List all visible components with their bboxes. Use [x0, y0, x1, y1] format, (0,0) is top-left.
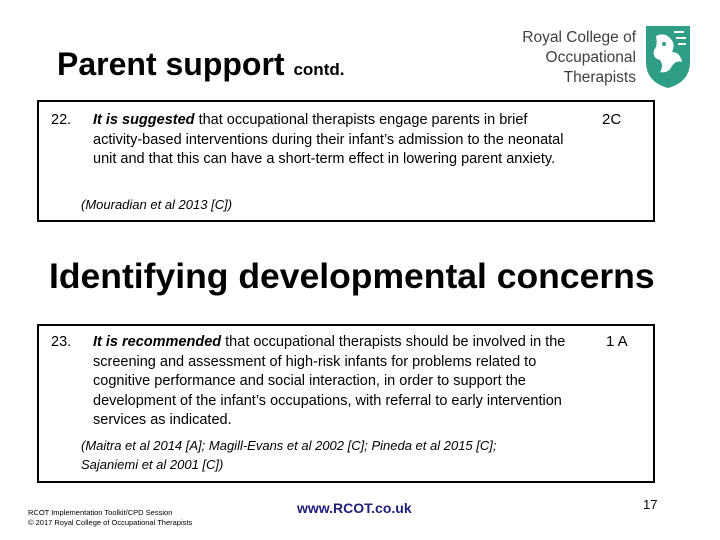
recommendation-body: that occupational therapists engage parents in brief activity-based interventions during their infant’s admission to the neonatal unit and that this can have a short-term effect in lowering parent anxiety.: [93, 112, 564, 167]
recommendation-number: 23.: [51, 334, 72, 350]
evidence-grade: 1 A: [606, 333, 628, 350]
section-title: Identifying developmental concerns: [49, 256, 655, 296]
recommendation-23-box: [37, 324, 655, 483]
logo-text: [522, 28, 636, 88]
recommendation-emphasis: It is recommended: [93, 334, 222, 350]
logo-line-3: Therapists: [563, 69, 636, 86]
page-number: 17: [643, 497, 658, 512]
evidence-grade: 2C: [602, 111, 622, 128]
footer-line-2: © 2017 Royal College of Occupational Therapists: [28, 518, 193, 527]
recommendation-22-box: [37, 100, 655, 222]
page-title: [57, 46, 344, 83]
recommendation-emphasis: It is suggested: [93, 112, 195, 128]
title-main: Parent support: [57, 46, 285, 82]
recommendation-text: [93, 333, 593, 431]
website-link[interactable]: www.RCOT.co.uk: [297, 500, 412, 516]
rcot-logo: [522, 22, 694, 90]
recommendation-body: that occupational therapists should be involved in the screening and assessment of high-risk infants for problems related to cognitive performance and social interaction, in order to support the development of the infant’s occupations, with referral to early intervention services as indicated.: [93, 334, 566, 428]
recommendation-text: [93, 111, 573, 170]
recommendation-number: 22.: [51, 112, 72, 128]
citation: (Maitra et al 2014 [A]; Magill-Evans et al 2002 [C]; Pineda et al 2015 [C]; Sajaniemi et al 2001 [C]): [81, 438, 497, 472]
logo-line-1: Royal College of: [522, 29, 636, 46]
footer-line-1: RCOT Implementation Toolkit/CPD Session: [28, 508, 173, 517]
heraldic-crest-icon: [642, 22, 694, 90]
footer-credits: [28, 508, 192, 528]
logo-line-2: Occupational: [545, 49, 636, 66]
title-suffix: contd.: [293, 60, 345, 79]
citation: (Mouradian et al 2013 [C]): [81, 197, 233, 212]
